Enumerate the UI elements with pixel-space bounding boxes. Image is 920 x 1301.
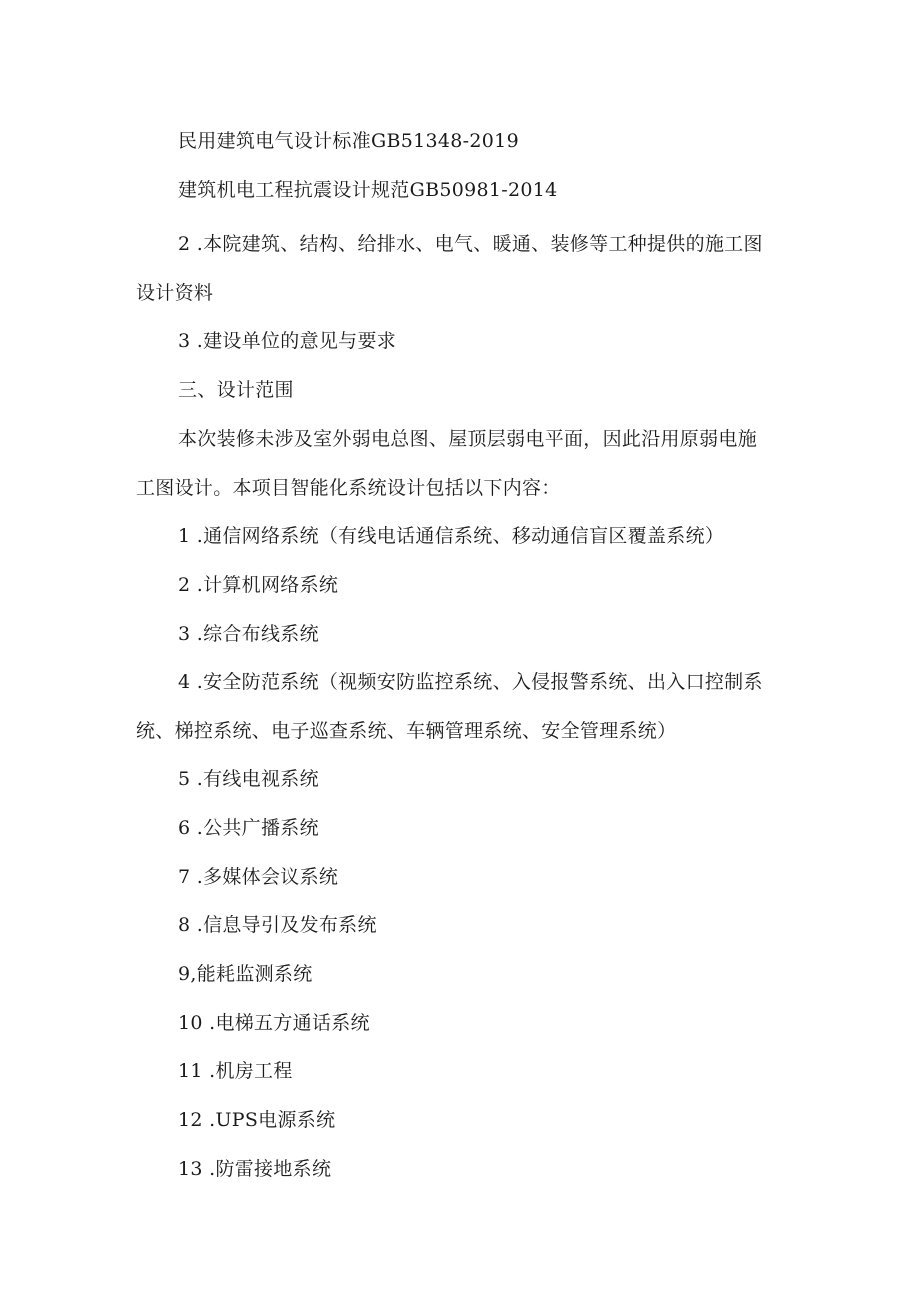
system-item-5: 5 .有线电视系统 [178, 768, 319, 790]
system-item-9: 9,能耗监测系统 [178, 963, 313, 985]
system-item-12: 12 .UPS电源系统 [178, 1109, 336, 1131]
scope-paragraph: 本次装修未涉及室外弱电总图、屋顶层弱电平面，因此沿用原弱电施 [178, 428, 758, 450]
system-item-6: 6 .公共广播系统 [178, 817, 319, 839]
standard-gb50981: 建筑机电工程抗震设计规范GB50981-2014 [178, 179, 558, 201]
system-item-13: 13 .防雷接地系统 [178, 1158, 332, 1180]
basis-item-3: 3 .建设单位的意见与要求 [178, 330, 397, 352]
system-item-8: 8 .信息导引及发布系统 [178, 914, 377, 936]
scope-paragraph-continued: 工图设计。本项目智能化系统设计包括以下内容： [136, 477, 561, 499]
system-item-7: 7 .多媒体会议系统 [178, 866, 339, 888]
basis-item-2: 2 .本院建筑、结构、给排水、电气、暖通、装修等工种提供的施工图 [178, 233, 763, 255]
system-item-4: 4 .安全防范系统（视频安防监控系统、入侵报警系统、出入口控制系 [178, 671, 763, 693]
section-heading-design-scope: 三、设计范围 [178, 379, 294, 401]
basis-item-2-continued: 设计资料 [136, 282, 214, 304]
system-item-3: 3 .综合布线系统 [178, 623, 319, 645]
system-item-2: 2 .计算机网络系统 [178, 574, 339, 596]
system-item-10: 10 .电梯五方通话系统 [178, 1012, 370, 1034]
standard-gb51348: 民用建筑电气设计标准GB51348-2019 [178, 130, 519, 152]
system-item-4-continued: 统、梯控系统、电子巡查系统、车辆管理系统、安全管理系统） [136, 720, 677, 742]
system-item-1: 1 .通信网络系统（有线电话通信系统、移动通信盲区覆盖系统） [178, 525, 725, 547]
system-item-11: 11 .机房工程 [178, 1060, 293, 1082]
